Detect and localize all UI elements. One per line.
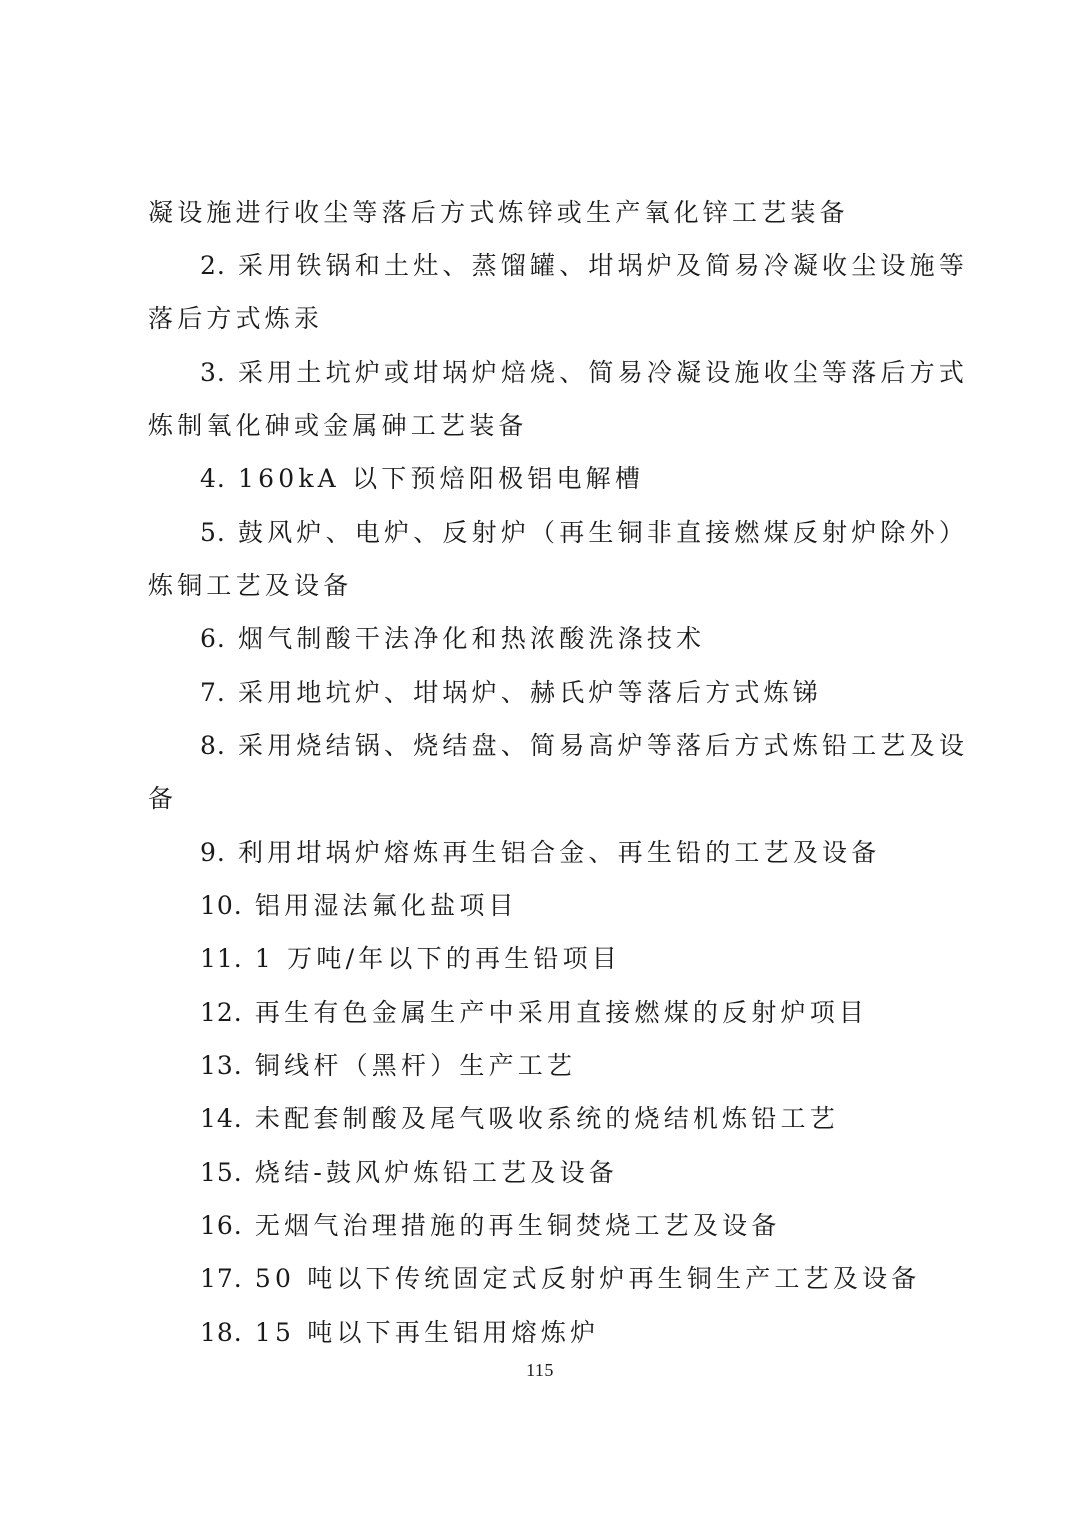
item-number: 12.: [200, 998, 243, 1027]
item-number: 7.: [200, 678, 226, 707]
item-number: 13.: [200, 1051, 243, 1080]
item-text: 160kA 以下预焙阳极铝电解槽: [238, 464, 645, 493]
list-item: [200, 1210, 781, 1242]
item-text: 采用地坑炉、坩埚炉、赫氏炉等落后方式炼锑: [238, 678, 823, 707]
item-number: 16.: [200, 1211, 243, 1240]
list-item: [200, 730, 968, 762]
item-text: 采用烧结锅、烧结盘、简易高炉等落后方式炼铅工艺及设: [238, 731, 969, 760]
item-number: 8.: [200, 731, 226, 760]
item-number: 14.: [200, 1104, 243, 1133]
item-number: 6.: [200, 624, 226, 653]
list-item-continuation: 炼制氧化砷或金属砷工艺装备: [148, 411, 528, 440]
list-item: [200, 517, 968, 549]
list-item: [200, 463, 644, 495]
item-text: 铝用湿法氟化盐项目: [254, 891, 518, 920]
item-text: 采用土坑炉或坩埚炉焙烧、简易冷凝设施收尘等落后方式: [238, 358, 969, 387]
item-text: 1 万吨/年以下的再生铅项目: [254, 944, 621, 973]
item-text: 再生有色金属生产中采用直接燃煤的反射炉项目: [254, 998, 869, 1027]
item-text: 采用铁锅和土灶、蒸馏罐、坩埚炉及简易冷凝收尘设施等: [238, 251, 969, 280]
list-item: [200, 1317, 599, 1349]
page-number: 115: [526, 1360, 554, 1380]
item-text: 烧结-鼓风炉炼铅工艺及设备: [254, 1158, 618, 1187]
item-number: 4.: [200, 464, 226, 493]
item-text: 鼓风炉、电炉、反射炉（再生铜非直接燃煤反射炉除外）: [238, 518, 969, 547]
item-text: 烟气制酸干法净化和热浓酸洗涤技术: [238, 624, 706, 653]
list-item: [200, 623, 705, 655]
item-text: 未配套制酸及尾气吸收系统的烧结机炼铅工艺: [254, 1104, 839, 1133]
item-number: 2.: [200, 251, 226, 280]
list-item: [200, 890, 518, 922]
list-item: [200, 677, 822, 709]
item-text: 50 吨以下传统固定式反射炉再生铜生产工艺及设备: [254, 1264, 921, 1293]
item-text: 利用坩埚炉熔炼再生铝合金、再生铅的工艺及设备: [238, 838, 881, 867]
list-item: [200, 837, 880, 869]
list-item: [200, 1050, 576, 1082]
item-text: 铜线杆（黑杆）生产工艺: [254, 1051, 577, 1080]
list-item-continuation: 炼铜工艺及设备: [148, 571, 353, 600]
list-item: [200, 357, 968, 389]
list-item-continuation: 落后方式炼汞: [148, 304, 324, 333]
item-text: 15 吨以下再生铝用熔炼炉: [254, 1318, 600, 1347]
item-number: 17.: [200, 1264, 243, 1293]
item-number: 11.: [200, 944, 243, 973]
item-number: 18.: [200, 1318, 243, 1347]
item-number: 9.: [200, 838, 226, 867]
item-number: 5.: [200, 518, 226, 547]
item-number: 10.: [200, 891, 243, 920]
list-item: [200, 997, 868, 1029]
list-item: [200, 1263, 920, 1295]
item-number: 15.: [200, 1158, 243, 1187]
item-text: 无烟气治理措施的再生铜焚烧工艺及设备: [254, 1211, 781, 1240]
item-number: 3.: [200, 358, 226, 387]
list-item-continuation: 备: [148, 784, 178, 813]
list-item: [200, 1103, 839, 1135]
list-item: [200, 943, 621, 975]
continuation-line: 凝设施进行收尘等落后方式炼锌或生产氧化锌工艺装备: [148, 198, 849, 227]
list-item: [200, 1157, 618, 1189]
list-item: [200, 250, 968, 282]
